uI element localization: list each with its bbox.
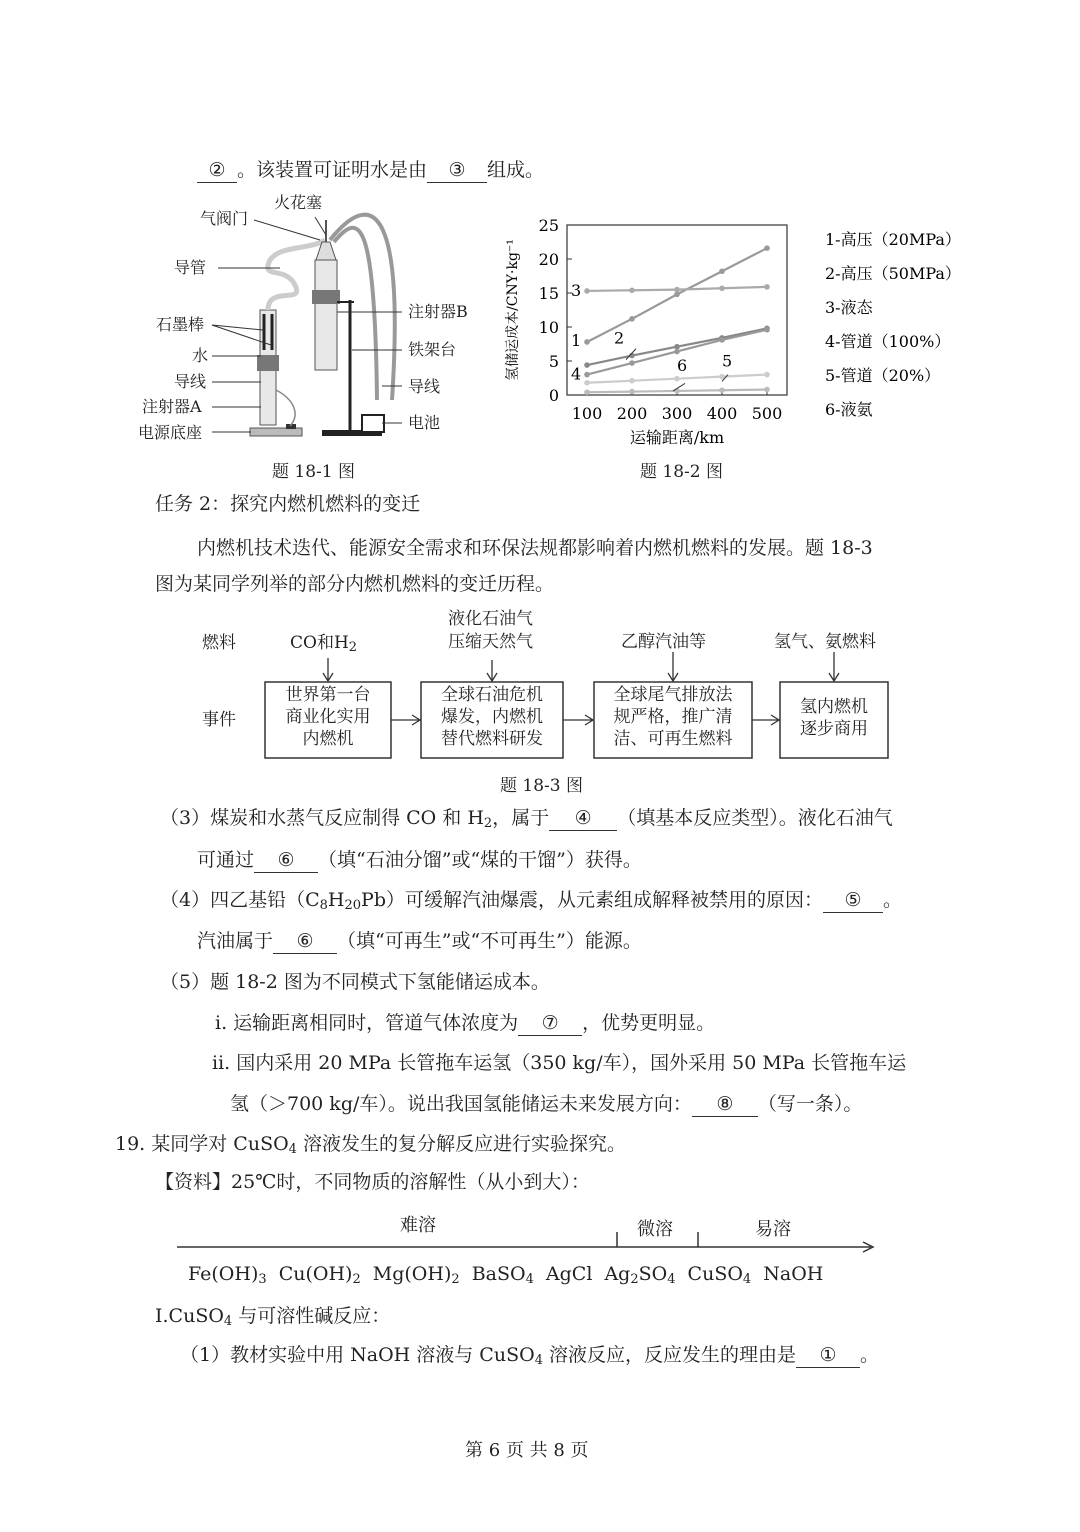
zone-insoluble: 难溶: [400, 1215, 436, 1236]
q19-1: [180, 1343, 879, 1373]
legend-entry: 3-液态: [825, 298, 873, 317]
event-1-line: 内燃机: [302, 729, 354, 749]
substance-list: [188, 1262, 823, 1292]
q19-1-text-c: 。: [860, 1344, 880, 1366]
data-point: [584, 339, 590, 345]
event-3-line: 全球尾气排放法: [613, 685, 733, 705]
row-label-event: 事件: [202, 710, 236, 730]
label-tube: 导管: [174, 258, 207, 277]
page-footer: 第 6 页 共 8 页: [465, 1440, 589, 1461]
data-point: [674, 287, 680, 293]
substance-ag2so4: Ag: [604, 1263, 631, 1285]
q5-i: [215, 1011, 715, 1036]
blank-8: ⑧: [692, 1092, 758, 1117]
x-tick-label: 400: [706, 404, 738, 423]
row-label-fuel: 燃料: [202, 633, 236, 653]
label-graphite: 石墨棒: [156, 315, 205, 334]
substance-agcl: AgCl: [545, 1263, 593, 1285]
substance-cuoh2: Cu(OH): [278, 1263, 353, 1285]
data-point: [719, 337, 725, 343]
q19-resource: 【资料】25℃时，不同物质的溶解性（从小到大）：: [155, 1171, 590, 1193]
q5-ii-line2: [230, 1092, 862, 1117]
event-1-line: 世界第一台: [285, 685, 371, 705]
legend-entry: 6-液氨: [825, 400, 873, 419]
y-tick-label: 20: [538, 250, 559, 269]
fig-18-1-caption: 题 18-1 图: [272, 462, 355, 482]
substance-sub: 2: [630, 1272, 639, 1287]
x-axis-label: 运输距离/km: [629, 428, 725, 447]
task2-para-line2: 图为某同学列举的部分内燃机燃料的变迁历程。: [155, 573, 555, 595]
zone-slightly-soluble: 微溶: [637, 1219, 673, 1240]
label-syringe-a: 注射器A: [142, 397, 202, 416]
data-point: [764, 327, 770, 333]
label-wire-right: 导线: [408, 377, 441, 396]
blank-7: ⑦: [518, 1011, 582, 1036]
data-point: [674, 376, 680, 382]
substance-ag2so4-b: SO: [638, 1263, 668, 1285]
zone-soluble: 易溶: [755, 1219, 791, 1240]
fig-18-2-caption: 题 18-2 图: [640, 462, 723, 482]
data-point: [584, 380, 590, 386]
substance-cuso4: CuSO: [687, 1263, 743, 1285]
q19-1-text-a: （1）教材实验中用 NaOH 溶液与 CuSO: [180, 1344, 535, 1366]
series-number-label: 4: [571, 364, 582, 384]
substance-naoh: NaOH: [763, 1263, 824, 1285]
q19-stem: [115, 1132, 626, 1162]
y-axis-label: 氢储运成本/CNY·kg⁻¹: [505, 239, 521, 381]
fuel-1-sub: 2: [348, 640, 358, 655]
section-1-text-b: 与可溶性碱反应：: [232, 1305, 391, 1327]
q4-text-e: （填“可再生”或“不可再生”）能源。: [337, 930, 642, 952]
q19-1-sub: 4: [534, 1353, 543, 1368]
label-valve: 气阀门: [200, 209, 249, 228]
series-number-label: 3: [571, 280, 582, 300]
event-2-line: 爆发，内燃机: [441, 707, 543, 727]
data-point: [584, 372, 590, 378]
blank-5: ⑤: [823, 888, 883, 913]
data-point: [764, 372, 770, 378]
q4-sub-c: 8: [319, 898, 328, 913]
x-tick-label: 100: [571, 404, 603, 423]
blank-6b: ⑥: [273, 929, 337, 954]
q5-ii-text-c: （写一条）。: [757, 1093, 863, 1115]
q5-ii-text-b: 氢（＞700 kg/车）。说出我国氢能储运未来发展方向：: [230, 1093, 692, 1115]
apparatus-labels: [130, 190, 468, 445]
legend-entry: 4-管道（100%）: [825, 332, 951, 351]
event-4-line: 逐步商用: [800, 719, 868, 739]
series-number-label: 6: [677, 356, 688, 376]
q4-text-d: 汽油属于: [197, 930, 274, 952]
line-end: 组成。: [487, 159, 545, 181]
fuel-1: [290, 632, 357, 659]
event-2-line: 全球石油危机: [441, 685, 543, 705]
q5-ii-line1: ⅱ. 国内采用 20 MPa 长管拖车运氢（350 kg/车），国外采用 50 MPa 长管拖车运: [212, 1052, 907, 1074]
q5-i-text-b: ，优势更明显。: [582, 1012, 716, 1034]
fuel-4: 氢气、氨燃料: [774, 632, 876, 652]
series-number-label: 2: [614, 328, 625, 348]
substance-sub: 2: [352, 1272, 361, 1287]
cost-chart: [495, 215, 975, 455]
q3-text-a: （3）煤炭和水蒸气反应制得 CO 和 H: [160, 807, 484, 829]
data-point: [629, 316, 635, 322]
fuel-2a: 液化石油气: [448, 609, 533, 629]
substance-sub: 4: [742, 1272, 752, 1287]
q4-line1: [160, 888, 902, 918]
substance-sub: 4: [525, 1272, 534, 1287]
q4-text-c: 。: [883, 889, 903, 911]
q3-line1: [160, 806, 893, 836]
section-1-title: [155, 1304, 390, 1334]
data-point: [629, 389, 635, 395]
fuel-timeline-labels: [190, 600, 910, 770]
blank-1: ①: [796, 1343, 860, 1368]
data-point: [584, 389, 590, 395]
answer-line-2-3: [197, 158, 544, 183]
q19-text-b: 溶液发生的复分解反应进行实验探究。: [296, 1133, 626, 1155]
x-tick-label: 300: [661, 404, 693, 423]
legend-entry: 5-管道（20%）: [825, 366, 941, 385]
blank-2: ②: [197, 158, 237, 183]
event-1-text: [265, 684, 391, 750]
label-battery: 电池: [408, 413, 441, 432]
event-4-text: [780, 696, 888, 740]
legend-entry: 1-高压（20MPa）: [825, 230, 961, 249]
event-1-line: 商业化实用: [285, 707, 371, 727]
label-power-base: 电源底座: [138, 423, 203, 442]
q4-text-b: Pb）可缓解汽油爆震，从元素组成解释被禁用的原因：: [361, 889, 823, 911]
data-point: [719, 285, 725, 291]
q19-text-a: 19. 某同学对 CuSO: [115, 1133, 289, 1155]
fuel-3: 乙醇汽油等: [621, 632, 706, 652]
event-3-text: [594, 684, 752, 750]
substance-sub: 3: [258, 1272, 267, 1287]
data-point: [584, 288, 590, 294]
q3-line2: [197, 848, 642, 873]
data-point: [764, 245, 770, 251]
q3-text-c: （填基本反应类型）。液化石油气: [617, 807, 893, 829]
x-tick-label: 500: [751, 404, 783, 423]
label-spark-plug: 火花塞: [274, 193, 323, 212]
q3-text-d: 可通过: [197, 849, 255, 871]
q4-sub-h: 20: [344, 898, 362, 913]
section-1-sub: 4: [223, 1314, 233, 1329]
event-2-text: [421, 684, 563, 750]
q19-sub: 4: [288, 1142, 297, 1157]
substance-mgoh2: Mg(OH): [372, 1263, 452, 1285]
label-wire-left: 导线: [174, 372, 207, 391]
y-tick-label: 25: [538, 216, 559, 235]
fig-18-3-caption: 题 18-3 图: [500, 776, 583, 796]
legend-entry: 2-高压（50MPa）: [825, 264, 961, 283]
data-point: [719, 268, 725, 274]
q4-line2: [197, 929, 642, 954]
event-4-line: 氢内燃机: [800, 697, 868, 717]
data-point: [764, 387, 770, 393]
blank-4: ④: [549, 806, 617, 831]
y-tick-label: 10: [538, 318, 559, 337]
line-text: 。该装置可证明水是由: [237, 159, 428, 181]
data-point: [629, 287, 635, 293]
task2-title: 任务 2：探究内燃机燃料的变迁: [155, 493, 421, 515]
blank-3: ③: [427, 158, 487, 183]
event-2-line: 替代燃料研发: [441, 729, 543, 749]
data-point: [584, 362, 590, 368]
y-tick-label: 5: [548, 352, 559, 371]
q3-text-b: ，属于: [492, 807, 550, 829]
substance-feoh3: Fe(OH): [188, 1263, 259, 1285]
q3-text-e: （填“石油分馏”或“煤的干馏”）获得。: [318, 849, 642, 871]
section-1-text-a: Ⅰ.CuSO: [155, 1305, 224, 1327]
data-point: [674, 349, 680, 355]
data-point: [764, 284, 770, 290]
substance-sub: 2: [451, 1272, 460, 1287]
q5-text: （5）题 18-2 图为不同模式下氢能储运成本。: [160, 971, 550, 993]
y-tick-label: 0: [548, 386, 559, 405]
task2-para-line1: 内燃机技术迭代、能源安全需求和环保法规都影响着内燃机燃料的发展。题 18-3: [197, 537, 873, 559]
q5-i-text-a: ⅰ. 运输距离相同时，管道气体浓度为: [215, 1012, 519, 1034]
event-3-line: 规严格，推广清: [613, 707, 733, 727]
q4-text-a: （4）四乙基铅（C: [160, 889, 320, 911]
series-number-label: 5: [722, 351, 733, 371]
event-3-line: 洁、可再生燃料: [613, 729, 733, 749]
substance-baso4: BaSO: [471, 1263, 526, 1285]
series-number-label: 1: [571, 330, 582, 350]
q4-text-h: H: [327, 889, 345, 911]
fuel-1-text: CO和H: [290, 633, 349, 653]
blank-6: ⑥: [254, 848, 318, 873]
x-tick-label: 200: [616, 404, 648, 423]
q19-1-text-b: 溶液反应，反应发生的理由是: [542, 1344, 797, 1366]
substance-sub: 4: [667, 1272, 676, 1287]
data-point: [719, 387, 725, 393]
data-point: [629, 378, 635, 384]
q3-sub: 2: [483, 816, 493, 831]
label-iron-stand: 铁架台: [408, 340, 457, 359]
y-tick-label: 15: [538, 284, 559, 303]
label-water: 水: [192, 346, 209, 365]
data-point: [629, 360, 635, 366]
fuel-2b: 压缩天然气: [448, 632, 533, 652]
label-syringe-b: 注射器B: [408, 302, 468, 321]
